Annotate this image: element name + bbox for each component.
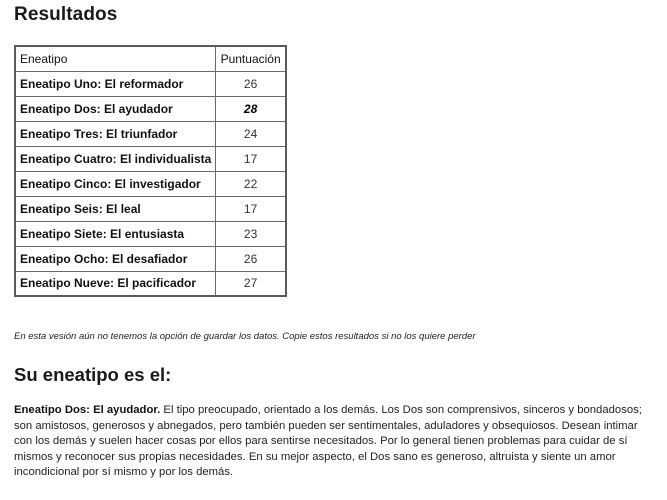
row-score: 22	[216, 171, 286, 196]
save-warning-note: En esta vesión aún no tenemos la opción de guardar los datos. Copie estos resultados si no los quiere perder	[14, 331, 476, 342]
table-row-highest	[15, 96, 286, 121]
column-header-puntuacion: Puntuación	[216, 46, 286, 71]
result-type-name: Eneatipo Dos: El ayudador.	[14, 404, 161, 416]
row-name: Eneatipo Siete: El entusiasta	[15, 221, 216, 246]
row-score: 27	[216, 271, 286, 296]
result-heading: Su eneatipo es el:	[14, 364, 172, 385]
table-row	[15, 221, 286, 246]
row-score: 24	[216, 121, 286, 146]
table-row	[15, 271, 286, 296]
row-name: Eneatipo Cuatro: El individualista	[15, 146, 216, 171]
row-score-highest: 28	[216, 96, 286, 121]
row-name: Eneatipo Uno: El reformador	[15, 71, 216, 96]
page-title: Resultados	[14, 4, 118, 25]
row-score: 17	[216, 196, 286, 221]
table-header-row	[15, 46, 286, 71]
row-name: Eneatipo Ocho: El desafiador	[15, 246, 216, 271]
row-name: Eneatipo Dos: El ayudador	[15, 96, 216, 121]
table-row	[15, 71, 286, 96]
table-row	[15, 121, 286, 146]
row-name: Eneatipo Tres: El triunfador	[15, 121, 216, 146]
row-score: 26	[216, 246, 286, 271]
column-header-eneatipo: Eneatipo	[15, 46, 216, 71]
row-name: Eneatipo Nueve: El pacificador	[15, 271, 216, 296]
row-score: 23	[216, 221, 286, 246]
table-row	[15, 246, 286, 271]
row-score: 26	[216, 71, 286, 96]
table-row	[15, 171, 286, 196]
result-description-text: El tipo preocupado, orientado a los demás. Los Dos son comprensivos, sinceros y bondadosos; son amistosos, generosos y abnegados, pero también pueden ser sentimentales, aduladores y obsequiosos. Desean intimar con los demás y suelen hacer cosas por ellos para sentirse necesitados. Por lo general tienen problemas para cuidar de sí mismos y reconocer sus propias necesidades. En su mejor aspecto, el Dos sano es generoso, altruista y siente un amor incondicional por sí mismo y por los demás.	[14, 404, 642, 478]
table-row	[15, 196, 286, 221]
table-row	[15, 146, 286, 171]
result-description	[14, 403, 656, 481]
row-name: Eneatipo Cinco: El investigador	[15, 171, 216, 196]
row-score: 17	[216, 146, 286, 171]
results-table	[14, 45, 287, 297]
row-name: Eneatipo Seis: El leal	[15, 196, 216, 221]
